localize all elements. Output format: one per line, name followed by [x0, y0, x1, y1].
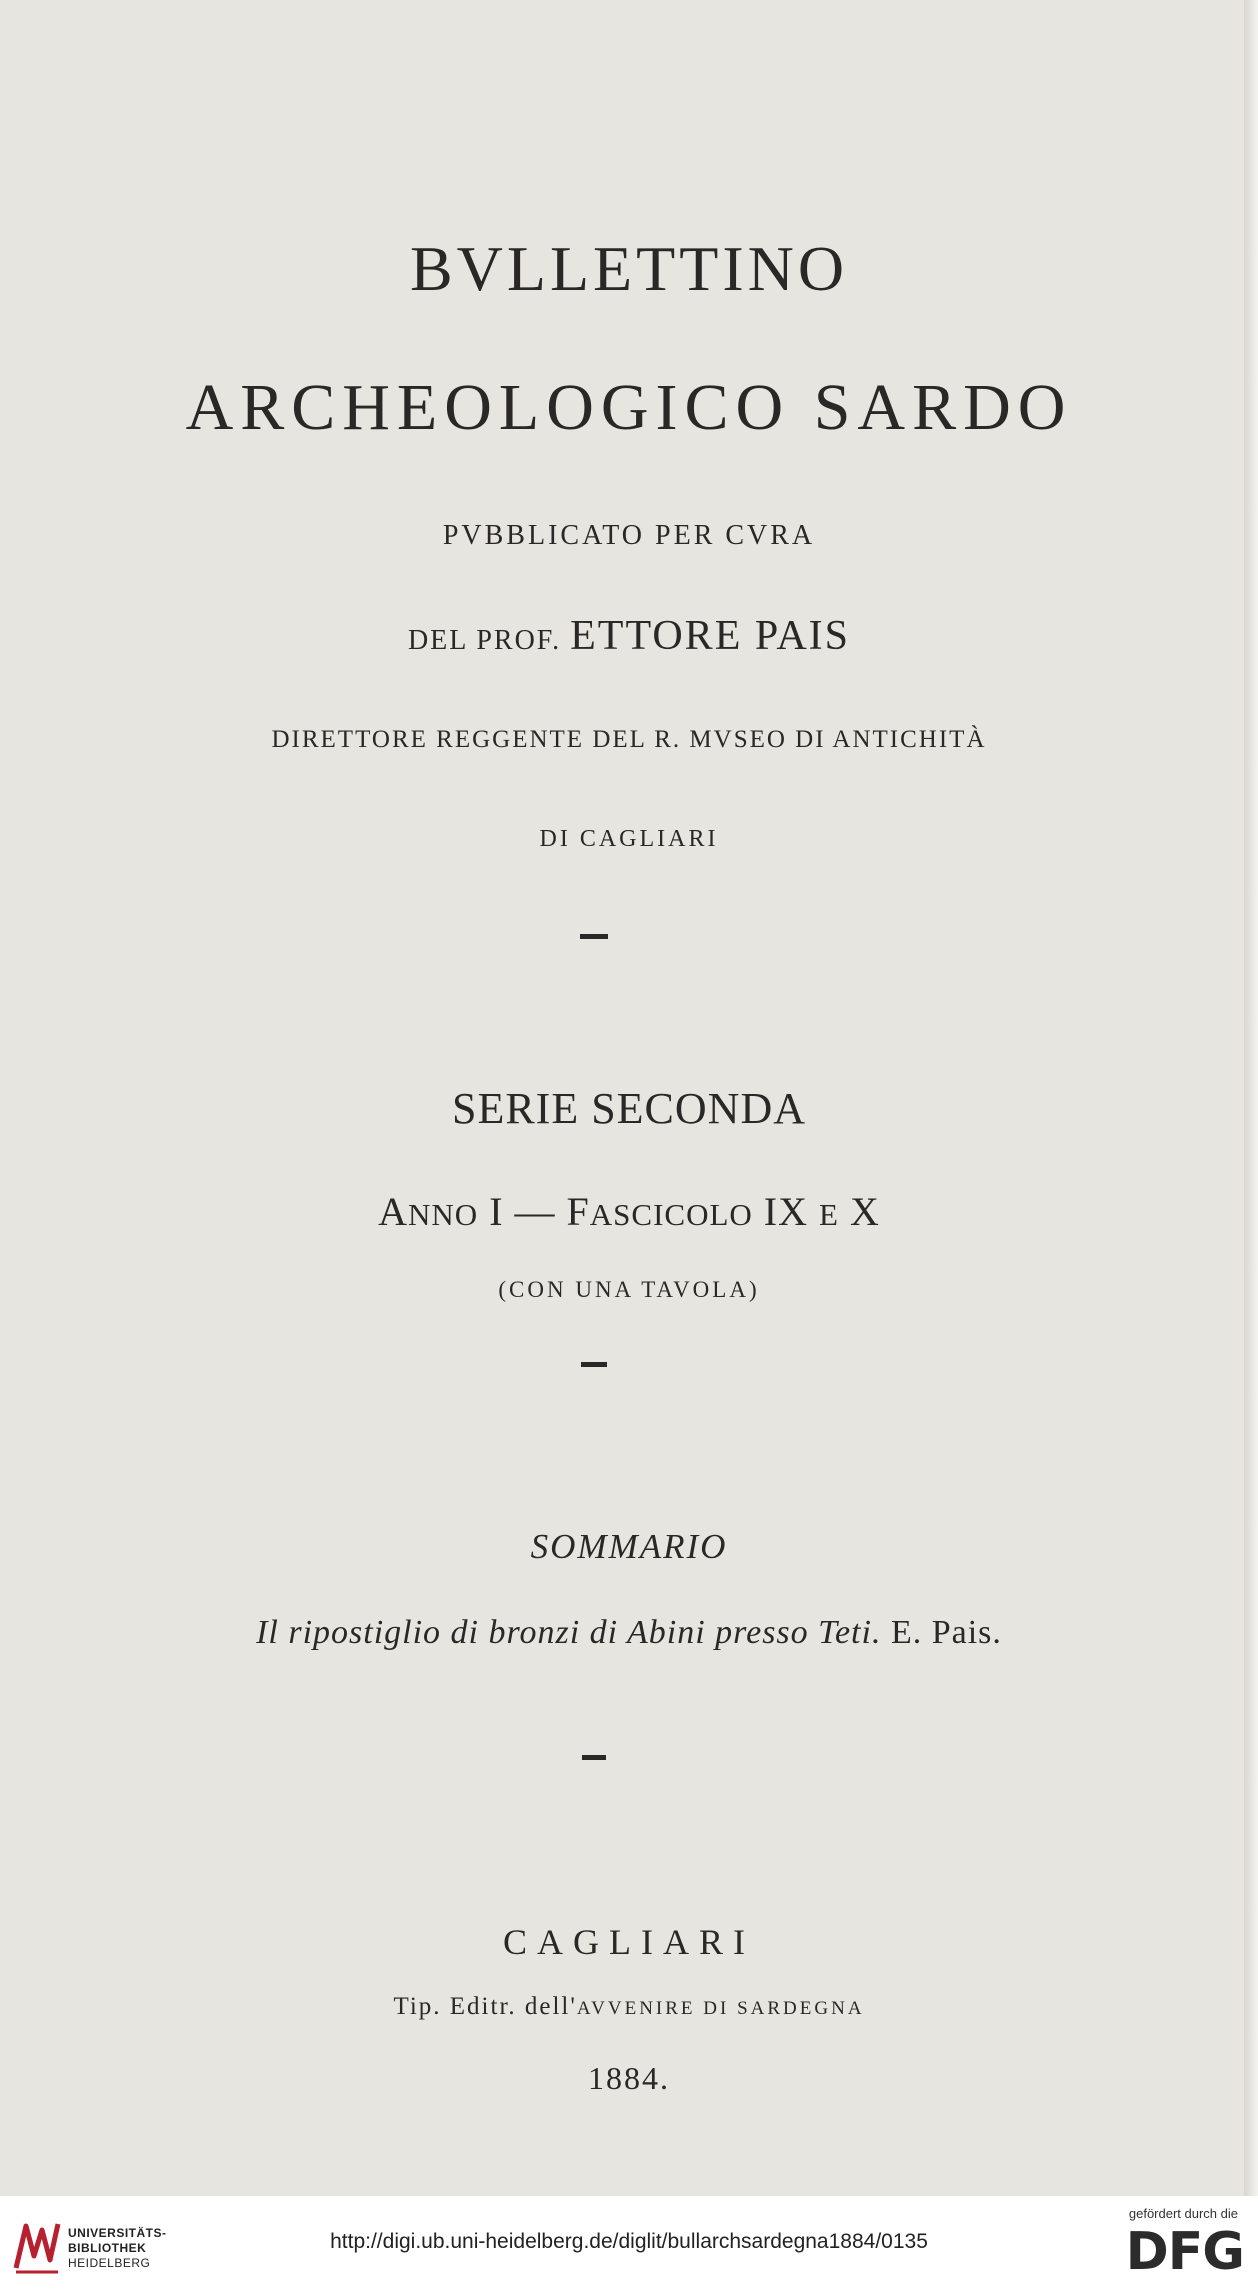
anno-rest: NNO	[408, 1197, 479, 1232]
divider-1	[580, 934, 608, 939]
editor-line	[0, 612, 1258, 660]
library-name-line3: HEIDELBERG	[68, 2256, 151, 2270]
issue-line	[0, 1188, 1258, 1235]
divider-2	[581, 1362, 607, 1367]
contents-item-author: E. Pais.	[890, 1614, 1002, 1651]
contents-item-title: Il ripostiglio di bronzi di Abini presso Teti.	[256, 1614, 882, 1651]
library-name-line2: BIBLIOTHEK	[68, 2241, 147, 2255]
library-name-line1: UNIVERSITÄTS-	[68, 2226, 167, 2240]
imprint-place: CAGLIARI	[503, 1922, 755, 1962]
fascicolo-first: F	[566, 1189, 590, 1234]
printer-prefix: Tip. Editr. dell'	[393, 1993, 577, 2020]
contents-heading: SOMMARIO	[530, 1527, 728, 1566]
anno-first: A	[378, 1189, 409, 1234]
permalink-url[interactable]: http://digi.ub.uni-heidelberg.de/diglit/bullarchsardegna1884/0135	[330, 2230, 928, 2253]
editor-prefix: DEL PROF.	[407, 625, 562, 656]
fascicolo-number: IX	[763, 1189, 809, 1234]
viewer-footer	[0, 2196, 1258, 2293]
plates-note: (CON UNA TAVOLA)	[498, 1277, 760, 1302]
editor-city: DI CAGLIARI	[539, 826, 719, 852]
published-by: PVBBLICATO PER CVRA	[442, 520, 816, 551]
editor-name: ETTORE PAIS	[570, 613, 851, 659]
issue-dash: —	[514, 1189, 556, 1234]
anno-number: I	[489, 1189, 504, 1234]
printer-name: AVVENIRE DI SARDEGNA	[576, 1998, 865, 2019]
funder-label: gefördert durch die	[1128, 2206, 1238, 2221]
journal-title-line2: ARCHEOLOGICO SARDO	[185, 371, 1073, 444]
series-heading: SERIE SECONDA	[451, 1084, 807, 1133]
fascicolo-conj: E	[819, 1197, 839, 1232]
contents-item	[0, 1614, 1258, 1652]
dfg-logo: DFG	[1125, 2222, 1244, 2282]
imprint-printer	[0, 1993, 1258, 2021]
imprint-year: 1884.	[588, 2060, 670, 2096]
fascicolo-rest: ASCICOLO	[589, 1197, 753, 1232]
journal-title-line1: BVLLETTINO	[409, 233, 849, 304]
fascicolo-number-2: X	[849, 1189, 880, 1234]
editor-role: DIRETTORE REGGENTE DEL R. MVSEO DI ANTICHITÀ	[271, 726, 987, 753]
divider-3	[582, 1755, 606, 1760]
